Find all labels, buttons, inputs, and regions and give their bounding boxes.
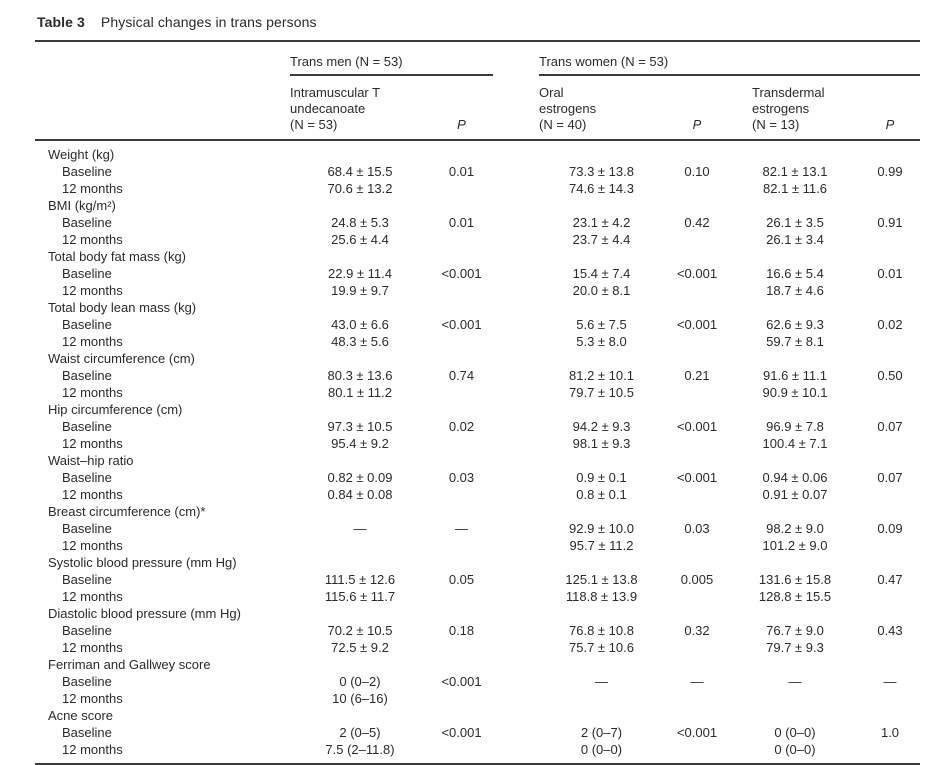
trans-men-value: 0.84 ± 0.08 [327, 487, 393, 502]
transdermal-estrogens-p-value: 0.99 [877, 164, 903, 179]
oral-estrogens-value: 74.6 ± 14.3 [569, 181, 634, 196]
section-label: Weight (kg) [48, 147, 115, 162]
trans-men-p-value [430, 282, 493, 299]
gap-cell [493, 418, 539, 435]
data-row [35, 418, 920, 435]
data-row [35, 690, 920, 707]
gap-cell [493, 741, 539, 764]
oral-estrogens-p-value [664, 333, 730, 350]
transdermal-estrogens-p-value: 0.50 [877, 368, 903, 383]
oral-estrogens-p-value: <0.001 [676, 419, 718, 434]
section-row [35, 299, 920, 316]
oral-estrogens-p-value [664, 282, 730, 299]
row-label: 12 months [62, 640, 123, 655]
trans-men-p-value: 0.02 [448, 419, 475, 434]
trans-men-p-value: 0.05 [448, 572, 475, 587]
trans-men-value: 70.6 ± 13.2 [327, 181, 393, 196]
oral-estrogens-p-value [664, 180, 730, 197]
section-row [35, 605, 920, 622]
oral-estrogens-value: 95.7 ± 11.2 [569, 538, 634, 553]
data-row [35, 265, 920, 282]
section-label: Breast circumference (cm)* [48, 504, 206, 519]
row-label: Baseline [62, 623, 112, 638]
oral-estrogens-value: 118.8 ± 13.9 [565, 589, 638, 604]
row-label: Baseline [62, 164, 112, 179]
trans-men-value: 97.3 ± 10.5 [327, 419, 393, 434]
row-label: 12 months [62, 691, 123, 706]
data-row [35, 520, 920, 537]
data-row [35, 231, 920, 248]
oral-estrogens-value: 20.0 ± 8.1 [572, 283, 631, 298]
oral-estrogens-value: 5.6 ± 7.5 [576, 317, 627, 332]
group-header-row [35, 41, 920, 76]
transdermal-estrogens-value: 59.7 ± 8.1 [766, 334, 824, 349]
row-label: 12 months [62, 538, 123, 553]
transdermal-estrogens-p-value: 1.0 [880, 725, 900, 740]
row-label: Baseline [62, 266, 112, 281]
transdermal-estrogens-p-value [860, 282, 920, 299]
oral-estrogens-p-value [664, 486, 730, 503]
data-row [35, 316, 920, 333]
data-row [35, 622, 920, 639]
trans-men-value: 43.0 ± 6.6 [331, 317, 389, 332]
table-page [35, 0, 920, 765]
section-label: Hip circumference (cm) [48, 402, 183, 417]
column-header-transdermal-estrogens: Transdermal estrogens (N = 13) [730, 76, 860, 140]
trans-men-value: 72.5 ± 9.2 [331, 640, 389, 655]
gap-cell [493, 333, 539, 350]
column-header-intramuscular-t: Intramuscular T undecanoate (N = 53) [290, 76, 430, 140]
trans-men-value: 111.5 ± 12.6 [324, 572, 396, 587]
section-row [35, 350, 920, 367]
row-label: 12 months [62, 742, 123, 757]
transdermal-estrogens-value: 82.1 ± 13.1 [762, 164, 828, 179]
gap-cell [493, 316, 539, 333]
oral-estrogens-value: 73.3 ± 13.8 [569, 164, 634, 179]
oral-estrogens-value: 2 (0–7) [580, 725, 623, 740]
transdermal-estrogens-value: 131.6 ± 15.8 [758, 572, 832, 587]
oral-estrogens-p-value: <0.001 [676, 725, 718, 740]
transdermal-estrogens-p-value: 0.91 [877, 215, 903, 230]
section-row [35, 656, 920, 673]
gap-cell [493, 520, 539, 537]
gap-cell [493, 639, 539, 656]
section-label: Waist circumference (cm) [48, 351, 195, 366]
physical-changes-table [35, 40, 920, 765]
row-label: Baseline [62, 368, 112, 383]
transdermal-estrogens-value: 26.1 ± 3.5 [766, 215, 824, 230]
oral-estrogens-p-value [664, 384, 730, 401]
gap-cell [493, 673, 539, 690]
transdermal-estrogens-p-value [860, 588, 920, 605]
transdermal-estrogens-p-value [860, 231, 920, 248]
column-header-p3: P [860, 76, 920, 140]
gap-cell [493, 690, 539, 707]
oral-estrogens-p-value [664, 639, 730, 656]
data-row [35, 639, 920, 656]
oral-estrogens-value: 79.7 ± 10.5 [569, 385, 634, 400]
trans-men-p-value [430, 486, 493, 503]
oral-estrogens-p-value: 0.32 [684, 623, 710, 638]
transdermal-estrogens-p-value [860, 639, 920, 656]
section-row [35, 140, 920, 163]
oral-estrogens-p-value [664, 588, 730, 605]
section-row [35, 503, 920, 520]
gap-cell [493, 282, 539, 299]
section-row [35, 707, 920, 724]
gap-cell [493, 231, 539, 248]
section-row [35, 452, 920, 469]
column-header-row [35, 76, 920, 140]
data-row [35, 469, 920, 486]
transdermal-estrogens-value: 128.8 ± 15.5 [758, 589, 832, 604]
data-row [35, 333, 920, 350]
section-label: Acne score [48, 708, 114, 723]
trans-men-value: 10 (6–16) [332, 691, 388, 706]
trans-men-p-value [430, 537, 493, 554]
trans-men-value: 48.3 ± 5.6 [331, 334, 389, 349]
oral-estrogens-value: 0 (0–0) [580, 742, 623, 757]
gap-cell [493, 537, 539, 554]
oral-estrogens-value [539, 690, 664, 707]
trans-men-p-value [430, 333, 493, 350]
group-label-trans-women: Trans women (N = 53) [539, 54, 920, 76]
gap-cell [493, 588, 539, 605]
transdermal-estrogens-p-value [860, 486, 920, 503]
data-row [35, 180, 920, 197]
transdermal-estrogens-value: 98.2 ± 9.0 [766, 521, 824, 536]
data-row [35, 367, 920, 384]
trans-men-p-value [430, 435, 493, 452]
oral-estrogens-value: 98.1 ± 9.3 [572, 436, 631, 451]
transdermal-estrogens-p-value [860, 537, 920, 554]
oral-estrogens-value: 94.2 ± 9.3 [572, 419, 631, 434]
oral-estrogens-p-value [664, 741, 730, 764]
transdermal-estrogens-value: 100.4 ± 7.1 [762, 436, 828, 451]
row-label: Baseline [62, 215, 112, 230]
oral-estrogens-p-value [664, 231, 730, 248]
group-gap-cell [493, 41, 539, 76]
trans-men-p-value: <0.001 [441, 266, 482, 281]
group-cell-trans-women [539, 41, 920, 76]
row-label: Baseline [62, 725, 112, 740]
row-label: Baseline [62, 470, 112, 485]
transdermal-estrogens-p-value [860, 333, 920, 350]
transdermal-estrogens-p-value [860, 435, 920, 452]
data-row [35, 163, 920, 180]
gap-cell [493, 435, 539, 452]
transdermal-estrogens-value: 76.7 ± 9.0 [766, 623, 824, 638]
transdermal-estrogens-p-value: 0.47 [877, 572, 903, 587]
row-label: Baseline [62, 521, 112, 536]
transdermal-estrogens-p-value: 0.07 [877, 419, 903, 434]
trans-men-p-value [430, 690, 493, 707]
trans-men-value: 25.6 ± 4.4 [331, 232, 389, 247]
gap-cell [493, 571, 539, 588]
row-label: Baseline [62, 674, 112, 689]
transdermal-estrogens-value: 82.1 ± 11.6 [763, 181, 827, 196]
oral-estrogens-value: 76.8 ± 10.8 [569, 623, 634, 638]
trans-men-value: 19.9 ± 9.7 [331, 283, 389, 298]
gap-cell [493, 214, 539, 231]
trans-men-value: 2 (0–5) [339, 725, 381, 740]
trans-men-p-value: 0.74 [448, 368, 475, 383]
oral-estrogens-p-value: — [690, 674, 704, 689]
table-number: Table 3 [37, 14, 85, 30]
section-label: Diastolic blood pressure (mm Hg) [48, 606, 241, 621]
row-label: 12 months [62, 181, 123, 196]
row-label: 12 months [62, 487, 123, 502]
transdermal-estrogens-p-value: — [883, 674, 897, 689]
transdermal-estrogens-p-value [860, 180, 920, 197]
transdermal-estrogens-value: 16.6 ± 5.4 [766, 266, 824, 281]
transdermal-estrogens-p-value: 0.02 [877, 317, 903, 332]
transdermal-estrogens-value: 26.1 ± 3.4 [766, 232, 824, 247]
oral-estrogens-value: 81.2 ± 10.1 [569, 368, 634, 383]
row-label: Baseline [62, 317, 112, 332]
row-label: 12 months [62, 334, 123, 349]
data-row [35, 537, 920, 554]
transdermal-estrogens-value: 79.7 ± 9.3 [766, 640, 824, 655]
data-row [35, 435, 920, 452]
section-row [35, 248, 920, 265]
row-label: 12 months [62, 436, 123, 451]
oral-estrogens-value: 75.7 ± 10.6 [569, 640, 634, 655]
oral-estrogens-value: 23.1 ± 4.2 [572, 215, 631, 230]
section-label: Systolic blood pressure (mm Hg) [48, 555, 237, 570]
section-row [35, 554, 920, 571]
trans-men-p-value: <0.001 [441, 725, 482, 740]
trans-men-p-value: <0.001 [441, 674, 482, 689]
transdermal-estrogens-p-value: 0.43 [877, 623, 903, 638]
trans-men-value: 68.4 ± 15.5 [327, 164, 393, 179]
trans-men-value [290, 537, 430, 554]
section-label: Total body lean mass (kg) [48, 300, 197, 315]
transdermal-estrogens-value: 0 (0–0) [774, 725, 816, 740]
data-row [35, 214, 920, 231]
data-row [35, 741, 920, 764]
column-header-p2: P [664, 76, 730, 140]
oral-estrogens-value: 5.3 ± 8.0 [576, 334, 627, 349]
oral-estrogens-value: — [595, 674, 608, 689]
row-label: 12 months [62, 589, 123, 604]
oral-estrogens-p-value: 0.10 [684, 164, 710, 179]
gap-cell [493, 486, 539, 503]
transdermal-estrogens-p-value [860, 741, 920, 764]
oral-estrogens-p-value: <0.001 [676, 317, 718, 332]
trans-men-p-value [430, 180, 493, 197]
transdermal-estrogens-value: 0 (0–0) [774, 742, 816, 757]
gap-cell [493, 724, 539, 741]
trans-men-p-value: 0.01 [448, 215, 475, 230]
row-label: 12 months [62, 232, 123, 247]
gap-cell [493, 265, 539, 282]
oral-estrogens-p-value: 0.21 [684, 368, 710, 383]
transdermal-estrogens-value: 101.2 ± 9.0 [762, 538, 828, 553]
table-body [35, 140, 920, 764]
group-label-trans-men: Trans men (N = 53) [290, 54, 493, 76]
trans-men-value: 24.8 ± 5.3 [331, 215, 389, 230]
trans-men-p-value: 0.18 [448, 623, 475, 638]
trans-men-p-value [430, 639, 493, 656]
trans-men-value: 115.6 ± 11.7 [324, 589, 396, 604]
trans-men-value: 80.3 ± 13.6 [327, 368, 393, 383]
transdermal-estrogens-value: — [788, 674, 802, 689]
oral-estrogens-value: 23.7 ± 4.4 [572, 232, 631, 247]
trans-men-value: 0 (0–2) [339, 674, 381, 689]
trans-men-value: — [353, 521, 367, 536]
column-header-p1: P [430, 76, 493, 140]
oral-estrogens-value: 0.8 ± 0.1 [576, 487, 627, 502]
group-cell-trans-men [290, 41, 493, 76]
oral-estrogens-value: 0.9 ± 0.1 [576, 470, 627, 485]
gap-cell [493, 367, 539, 384]
transdermal-estrogens-value: 96.9 ± 7.8 [766, 419, 824, 434]
oral-estrogens-p-value: <0.001 [676, 266, 718, 281]
row-label: Baseline [62, 572, 112, 587]
oral-estrogens-p-value: 0.005 [680, 572, 714, 587]
oral-estrogens-p-value [664, 690, 730, 707]
section-label: Total body fat mass (kg) [48, 249, 186, 264]
table-title [37, 14, 920, 30]
trans-men-p-value [430, 741, 493, 764]
trans-men-value: 70.2 ± 10.5 [327, 623, 393, 638]
empty-label-header [35, 76, 290, 140]
trans-men-value: 22.9 ± 11.4 [328, 266, 392, 281]
transdermal-estrogens-p-value [860, 690, 920, 707]
transdermal-estrogens-value: 0.91 ± 0.07 [762, 487, 828, 502]
trans-men-p-value: — [455, 521, 468, 536]
trans-men-p-value: 0.03 [448, 470, 475, 485]
trans-men-p-value: <0.001 [441, 317, 482, 332]
transdermal-estrogens-value: 0.94 ± 0.06 [762, 470, 828, 485]
oral-estrogens-p-value: <0.001 [676, 470, 718, 485]
data-row [35, 588, 920, 605]
gap-cell [493, 622, 539, 639]
table-caption: Physical changes in trans persons [100, 14, 317, 30]
transdermal-estrogens-p-value: 0.07 [877, 470, 903, 485]
transdermal-estrogens-p-value: 0.01 [877, 266, 903, 281]
oral-estrogens-p-value [664, 435, 730, 452]
trans-men-value: 7.5 (2–11.8) [325, 742, 395, 757]
row-label: 12 months [62, 283, 123, 298]
gap-cell [493, 180, 539, 197]
trans-men-value: 95.4 ± 9.2 [331, 436, 389, 451]
row-label: 12 months [62, 385, 123, 400]
transdermal-estrogens-value: 62.6 ± 9.3 [766, 317, 824, 332]
transdermal-estrogens-p-value [860, 384, 920, 401]
section-label: BMI (kg/m²) [48, 198, 116, 213]
section-row [35, 401, 920, 418]
section-label: Waist–hip ratio [48, 453, 134, 468]
transdermal-estrogens-value: 91.6 ± 11.1 [763, 368, 827, 383]
transdermal-estrogens-value: 18.7 ± 4.6 [766, 283, 824, 298]
data-row [35, 724, 920, 741]
oral-estrogens-value: 15.4 ± 7.4 [572, 266, 631, 281]
data-row [35, 571, 920, 588]
oral-estrogens-p-value [664, 537, 730, 554]
transdermal-estrogens-value: 90.9 ± 10.1 [762, 385, 828, 400]
gap-cell [493, 469, 539, 486]
trans-men-p-value [430, 231, 493, 248]
gap-cell [493, 384, 539, 401]
oral-estrogens-p-value: 0.03 [684, 521, 710, 536]
trans-men-value: 0.82 ± 0.09 [327, 470, 393, 485]
data-row [35, 673, 920, 690]
row-label: Baseline [62, 419, 112, 434]
trans-men-value: 80.1 ± 11.2 [328, 385, 392, 400]
section-label: Ferriman and Gallwey score [48, 657, 211, 672]
transdermal-estrogens-p-value: 0.09 [877, 521, 903, 536]
oral-estrogens-p-value: 0.42 [684, 215, 710, 230]
data-row [35, 384, 920, 401]
section-row [35, 197, 920, 214]
column-header-oral-estrogens: Oral estrogens (N = 40) [539, 76, 664, 140]
oral-estrogens-value: 125.1 ± 13.8 [565, 572, 638, 587]
transdermal-estrogens-value [730, 690, 860, 707]
data-row [35, 282, 920, 299]
gap-cell [493, 163, 539, 180]
oral-estrogens-value: 92.9 ± 10.0 [569, 521, 634, 536]
header-gap-cell [493, 76, 539, 140]
data-row [35, 486, 920, 503]
trans-men-p-value [430, 588, 493, 605]
empty-corner-cell [35, 41, 290, 76]
trans-men-p-value [430, 384, 493, 401]
trans-men-p-value: 0.01 [448, 164, 475, 179]
